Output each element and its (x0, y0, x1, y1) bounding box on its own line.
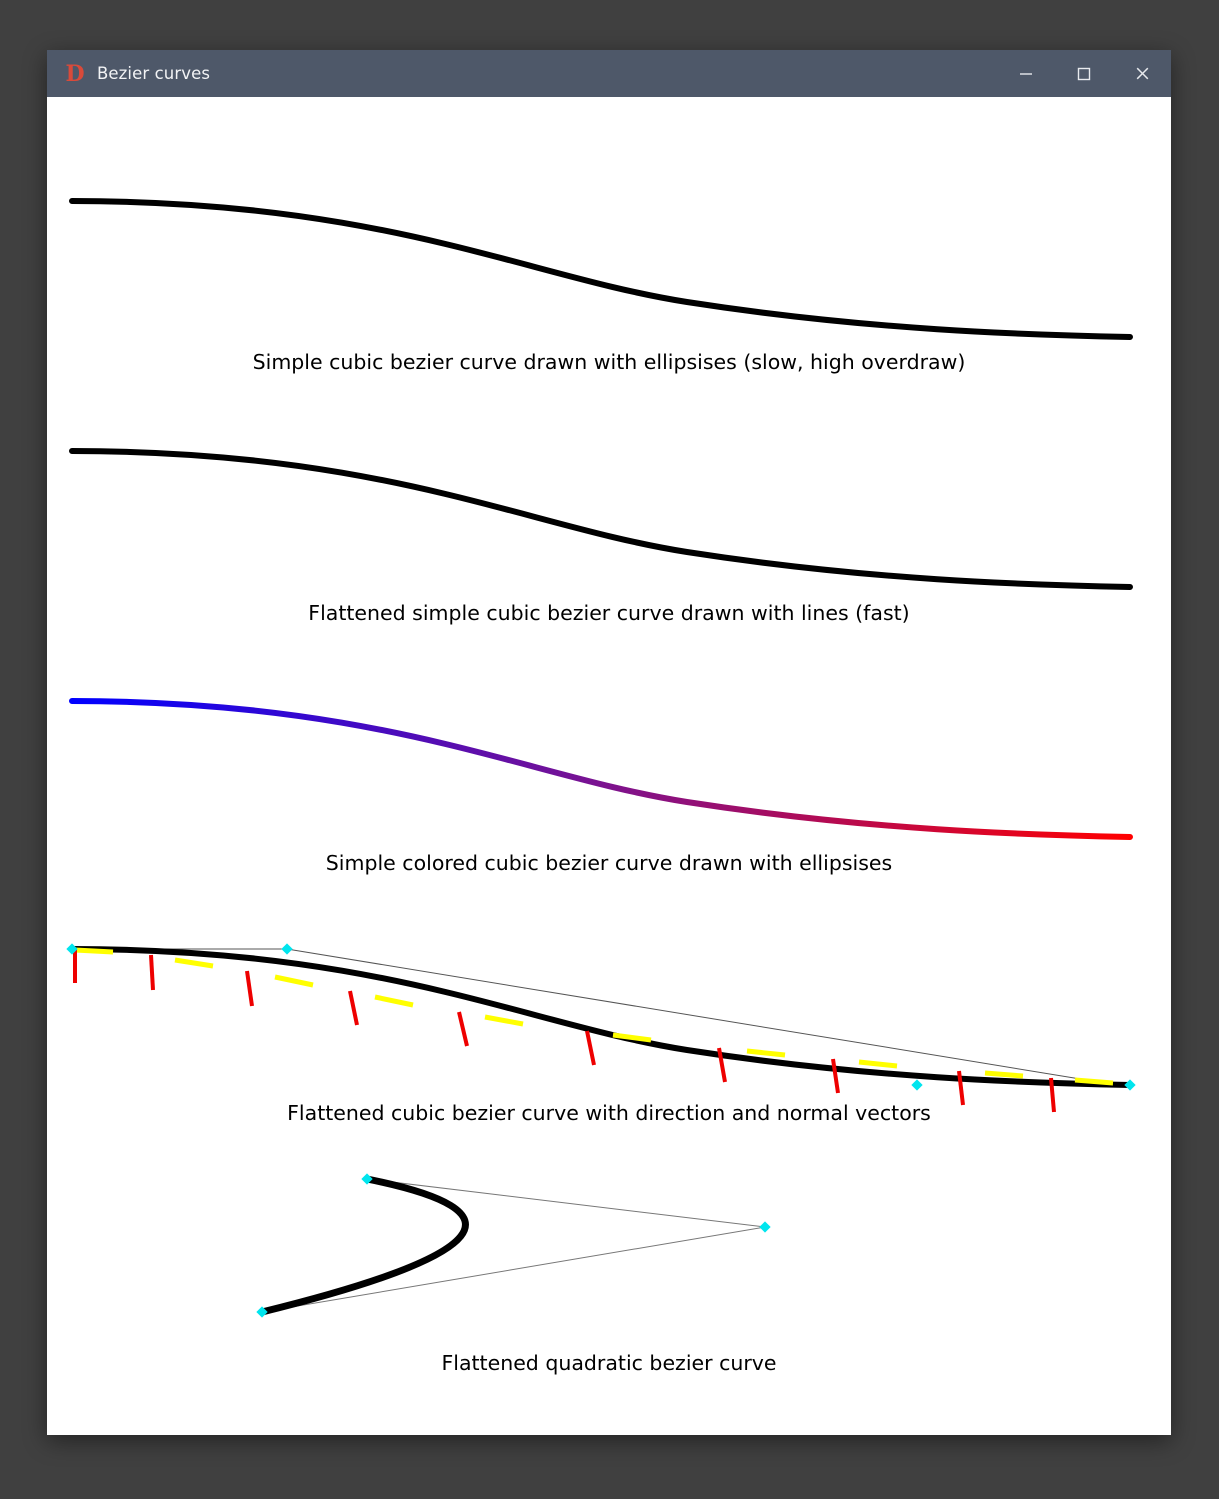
caption-curve-5: Flattened quadratic bezier curve (441, 1351, 777, 1375)
window-title: Bezier curves (97, 64, 211, 83)
curve-4-vectors-cubic (66, 943, 1135, 1112)
minimize-icon[interactable] (997, 50, 1055, 97)
application-window (47, 50, 1171, 1435)
close-icon[interactable] (1113, 50, 1171, 97)
curve-3-colored-cubic (72, 701, 1130, 837)
bezier-curves-drawing (47, 97, 1171, 1435)
curve-5-flattened-quadratic (256, 1173, 770, 1317)
bezier-render-canvas (47, 97, 1171, 1435)
app-d-icon: D (65, 60, 85, 87)
caption-curve-4: Flattened cubic bezier curve with direction and normal vectors (287, 1101, 931, 1125)
caption-curve-2: Flattened simple cubic bezier curve drawn with lines (fast) (308, 601, 910, 625)
control-points-curve-4 (66, 943, 1135, 1090)
curve-2-flattened-cubic (72, 451, 1130, 587)
maximize-icon[interactable] (1055, 50, 1113, 97)
caption-curve-3: Simple colored cubic bezier curve drawn with ellipsises (325, 851, 893, 875)
window-titlebar[interactable] (47, 50, 1171, 97)
curve-1-ellipse-cubic (72, 201, 1130, 337)
window-controls (997, 50, 1171, 97)
caption-curve-1: Simple cubic bezier curve drawn with ellipsises (slow, high overdraw) (252, 350, 966, 374)
